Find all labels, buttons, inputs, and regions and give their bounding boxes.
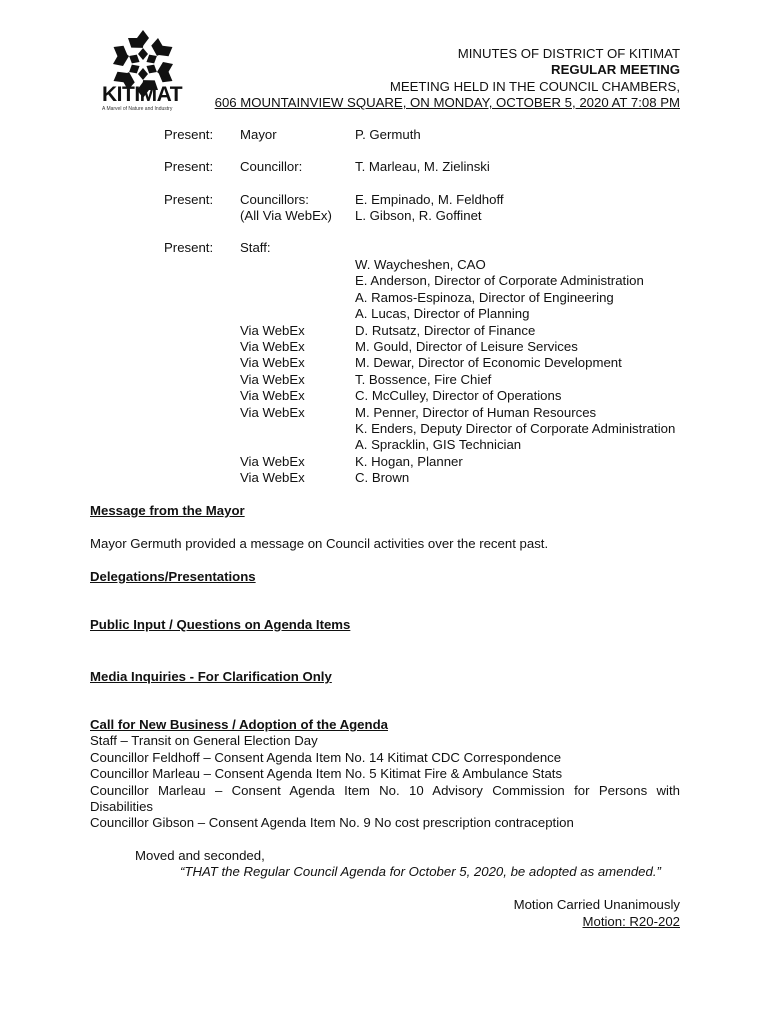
staff-name: M. Gould, Director of Leisure Services [355, 339, 578, 354]
mayor-message-text: Mayor Germuth provided a message on Council activities over the recent past. [90, 536, 549, 551]
delegations-heading: Delegations/Presentations [90, 569, 256, 584]
present-label: Present: [164, 127, 214, 142]
staff-via: Via WebEx [240, 322, 305, 338]
mayor-message-heading: Message from the Mayor [90, 503, 245, 518]
staff-via: Via WebEx [240, 355, 305, 371]
header-location: MEETING HELD IN THE COUNCIL CHAMBERS, [389, 79, 680, 94]
staff-name: E. Anderson, Director of Corporate Administration [355, 273, 644, 289]
staff-name: C. Brown [355, 470, 410, 486]
staff-name: A. Ramos-Espinoza, Director of Engineering [355, 289, 614, 305]
new-business-item: Councillor Gibson – Consent Agenda Item No. 9 No cost prescription contraception [90, 815, 574, 830]
header-meeting-type: REGULAR MEETING [551, 62, 680, 77]
new-business-item: Councillor Feldhoff – Consent Agenda Item No. 14 Kitimat CDC Correspondence [90, 750, 562, 765]
resolution-text: “THAT the Regular Council Agenda for October 5, 2020, be adopted as amended.” [180, 864, 661, 879]
new-business-heading: Call for New Business / Adoption of the Agenda [90, 717, 388, 732]
moved-seconded: Moved and seconded, [135, 848, 265, 863]
staff-role: Staff: [240, 240, 271, 255]
motion-carried: Motion Carried Unanimously [513, 897, 680, 912]
staff-name: W. Waycheshen, CAO [355, 257, 486, 272]
staff-name: T. Bossence, Fire Chief [355, 371, 492, 387]
councillor-names: T. Marleau, M. Zielinski [355, 159, 490, 174]
staff-via: Via WebEx [240, 339, 305, 354]
mayor-name: P. Germuth [355, 127, 421, 142]
staff-via: Via WebEx [240, 404, 305, 420]
councillors-names-2: L. Gibson, R. Goffinet [355, 208, 482, 223]
present-label: Present: [164, 159, 214, 174]
new-business-item: Councillor Marleau – Consent Agenda Item No. 10 Advisory Commission for Persons with [90, 783, 680, 798]
staff-name: K. Enders, Deputy Director of Corporate Administration [355, 421, 676, 436]
present-label: Present: [164, 192, 214, 207]
header-title: MINUTES OF DISTRICT OF KITIMAT [457, 46, 680, 61]
staff-via: Via WebEx [240, 388, 305, 404]
present-label: Present: [164, 240, 214, 255]
staff-name: A. Spracklin, GIS Technician [355, 437, 522, 453]
councillors-role: Councillors: [240, 192, 309, 207]
councillors-note: (All Via WebEx) [240, 208, 332, 223]
logo-wordmark: KITIMAT [102, 83, 183, 106]
staff-name: K. Hogan, Planner [355, 453, 463, 469]
media-inquiries-heading: Media Inquiries - For Clarification Only [90, 669, 332, 684]
new-business-item: Councillor Marleau – Consent Agenda Item No. 5 Kitimat Fire & Ambulance Stats [90, 766, 563, 781]
staff-name: D. Rutsatz, Director of Finance [355, 322, 536, 338]
staff-via: Via WebEx [240, 371, 305, 387]
staff-via: Via WebEx [240, 470, 305, 486]
staff-name: A. Lucas, Director of Planning [355, 306, 530, 322]
councillors-names-1: E. Empinado, M. Feldhoff [355, 192, 504, 207]
councillor-role: Councillor: [240, 159, 303, 174]
mayor-role: Mayor [240, 127, 277, 142]
motion-number: Motion: R20-202 [582, 914, 680, 929]
staff-name: M. Dewar, Director of Economic Development [355, 355, 622, 371]
header-date: 606 MOUNTAINVIEW SQUARE, ON MONDAY, OCTOBER 5, 2020 AT 7:08 PM [214, 95, 680, 110]
public-input-heading: Public Input / Questions on Agenda Items [90, 617, 351, 632]
logo-tagline: A Marvel of Nature and Industry [102, 106, 173, 112]
new-business-item: Staff – Transit on General Election Day [90, 733, 318, 748]
staff-via: Via WebEx [240, 453, 305, 469]
staff-name: M. Penner, Director of Human Resources [355, 404, 597, 420]
staff-name: C. McCulley, Director of Operations [355, 388, 562, 404]
new-business-item-continued: Disabilities [90, 799, 154, 814]
